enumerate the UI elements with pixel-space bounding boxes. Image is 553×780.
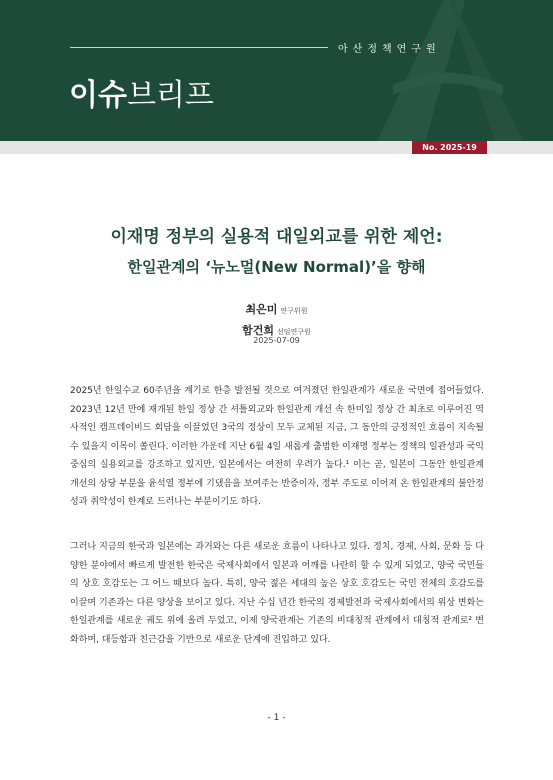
author-name: 함건희 <box>242 324 275 337</box>
org-name: 아산정책연구원 <box>338 44 441 55</box>
header-banner <box>0 0 553 141</box>
body-paragraph-2: 그러나 지금의 한국과 일본에는 과거와는 다른 새로운 흐름이 나타나고 있다. 정치, 경제, 사회, 문화 등 다양한 분야에서 빠르게 발전한 한국은 국제사회에서 일본과 어깨를 나란히 할 수 있게 되었고, 양국 국민들의 상호 호감도는 그 어느 때보다 높다. 특히, 양국 젊은 세대의 높은 상호 호감도는 국민 전체의 호감도를 이끌며 기존과는 다른 양상을 보이고 있다. 지난 수십 년간 한국의 경제발전과 국제사회에서의 위상 변화는 한일관계를 새로운 궤도 위에 올려 두었고, 이제 양국관계는 기존의 비대칭적 관계에서 대칭적 관계로² 변화하며, 대등함과 친근감을 기반으로 새로운 단계에 진입하고 있다. <box>70 542 484 645</box>
title-line-2: 한일관계의 ‘뉴노멀(New Normal)’을 향해 <box>127 258 426 276</box>
publish-date: 2025-07-09 <box>253 336 300 345</box>
author-role: 선임연구원 <box>277 328 311 336</box>
title-line-1: 이재명 정부의 실용적 대일외교를 위한 제언: <box>110 227 443 247</box>
asan-logo-watermark-icon <box>353 0 523 141</box>
brand-title <box>69 70 214 114</box>
author-name: 최은미 <box>245 303 278 316</box>
issue-number-badge: No. 2025-19 <box>412 141 487 154</box>
author-role: 연구위원 <box>280 307 308 315</box>
brand-bold: 이슈 <box>69 78 127 113</box>
body-paragraph-1: 2025년 한일수교 60주년을 계기로 한층 발전될 것으로 여겨졌던 한일관계가 새로운 국면에 접어들었다. 2023년 12년 만에 재개된 한일 정상 간 셔틀외교와 한일관계 개선 속 한미일 정상 간 최초로 이루어진 역사적인 캠프데이비드 회담을 이끌었던 3국의 정상이 모두 교체된 지금, 그 동안의 긍정적인 흐름이 지속될 수 있을지 이목이 쏠린다. 이러한 가운데 지난 6월 4일 새롭게 출범한 이재명 정부는 정책의 일관성과 국익 중심의 실용외교를 강조하고 있지만, 일본에서는 여전히 우려가 높다.¹ 이는 곧, 일본이 그동안 한일관계 개선의 상당 부분을 윤석열 정부에 기댔음을 보여주는 반증이자, 정부 주도로 이어져 온 한일관계의 불안정성과 취약성이 한계로 드러나는 부분이기도 하다. <box>70 386 484 507</box>
author-1 <box>0 298 553 317</box>
header-rule <box>70 47 328 48</box>
page-number: - 1 - <box>267 713 286 723</box>
brand-light: 브리프 <box>126 78 214 113</box>
